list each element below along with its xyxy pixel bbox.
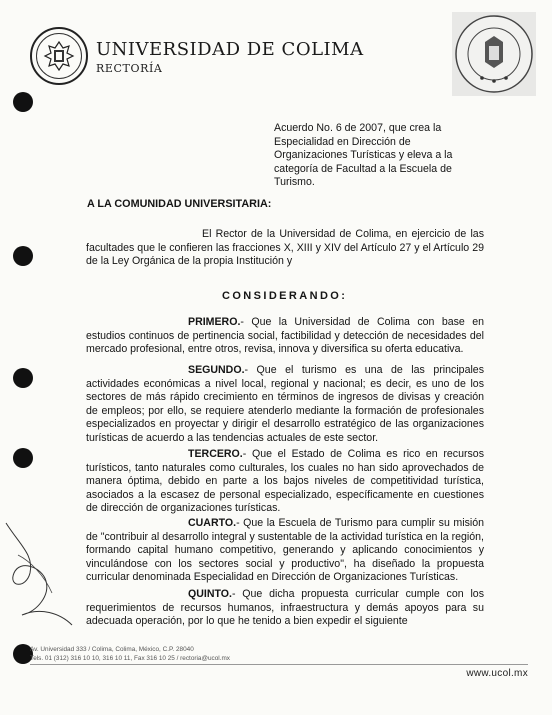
paragraph-quinto — [86, 588, 484, 629]
paragraph-text: - Que dicha propuesta curricular cumple con los requerimientos de recursos humanos, infraestructura y demás apoyos para su adecuada operación, por lo que he tenido a bien expedir el siguiente — [86, 588, 484, 628]
considerando-heading: CONSIDERANDO: — [222, 290, 348, 302]
department-name: RECTORÍA — [96, 62, 163, 75]
footer-divider — [30, 664, 528, 665]
agreement-summary: Acuerdo No. 6 de 2007, que crea la Especialidad en Dirección de Organizaciones Turísticas y eleva a la categoría de Facultad a la Escuela de Turismo. — [274, 122, 453, 189]
paragraph-cuarto — [86, 517, 484, 585]
binder-hole-icon — [13, 448, 33, 468]
paragraph-lead: QUINTO. — [188, 588, 232, 600]
binder-hole-icon — [13, 368, 33, 388]
footer-website: www.ucol.mx — [466, 668, 528, 679]
paragraph-text: - Que el turismo es una de las principales actividades económicas a nivel local, regional y nacional; es decir, es uno de los sectores de más rápido crecimiento en términos de ingresos de divisas y creación de empleos; por ello, se requiere atenderlo mediante la formación de profesionales especializados en proyectar y dirigir el desarrollo estratégico de las organizaciones turísticas de acuerdo a las tendencias actuales de este sector. — [86, 364, 484, 444]
handwritten-signature — [0, 515, 80, 635]
paragraph-text: - Que la Universidad de Colima con base en estudios continuos de pertinencia social, factibilidad y detección de necesidades del mercado profesional, entre otros, revisa, innova y diversifica su oferta educativa. — [86, 316, 484, 356]
footer-phones: Tels. 01 (312) 316 10 10, 316 10 11, Fax 316 10 25 / rectoria@ucol.mx — [30, 655, 230, 662]
addressee-heading: A LA COMUNIDAD UNIVERSITARIA: — [87, 198, 272, 210]
paragraph-lead: TERCERO. — [188, 448, 243, 460]
preamble-paragraph: El Rector de la Universidad de Colima, en ejercicio de las facultades que le confieren las fracciones X, XIII y XIV del Artículo 27 y el Artículo 29 de la Ley Orgánica de la propia Institución y — [86, 228, 484, 268]
paragraph-text: - Que la Escuela de Turismo para cumplir su misión de "contribuir al desarrollo integral y sustentable de la actividad turística en la región, formando capital humano competitivo, generando y aplicando conocimientos y vinculándose con los sectores social y productivo", ha diseñado la propuesta curricular denominada Especialidad en Dirección de Organizaciones Turísticas. — [86, 517, 484, 584]
paragraph-text: - Que el Estado de Colima es rico en recursos turísticos, tanto naturales como culturales, los cuales no han sido aprovechados de manera óptima, debido en parte a los bajos niveles de competitividad turística, asociados a la escasez de personal especializado, específicamente en cuestiones de dirección de organizaciones turísticas. — [86, 448, 484, 515]
iso-certification-stamp — [452, 12, 536, 96]
university-seal-logo — [30, 27, 88, 85]
footer-address: Av. Universidad 333 / Colima, Colima, México, C.P. 28040 — [30, 646, 194, 653]
paragraph-lead: PRIMERO. — [188, 316, 241, 328]
university-name: UNIVERSIDAD DE COLIMA — [96, 39, 364, 60]
binder-hole-icon — [13, 246, 33, 266]
paragraph-segundo — [86, 364, 484, 446]
paragraph-primero — [86, 316, 484, 357]
paragraph-lead: SEGUNDO. — [188, 364, 245, 376]
eagle-crest-icon — [42, 39, 76, 73]
paragraph-lead: CUARTO. — [188, 517, 237, 529]
paragraph-tercero — [86, 448, 484, 516]
binder-hole-icon — [13, 92, 33, 112]
